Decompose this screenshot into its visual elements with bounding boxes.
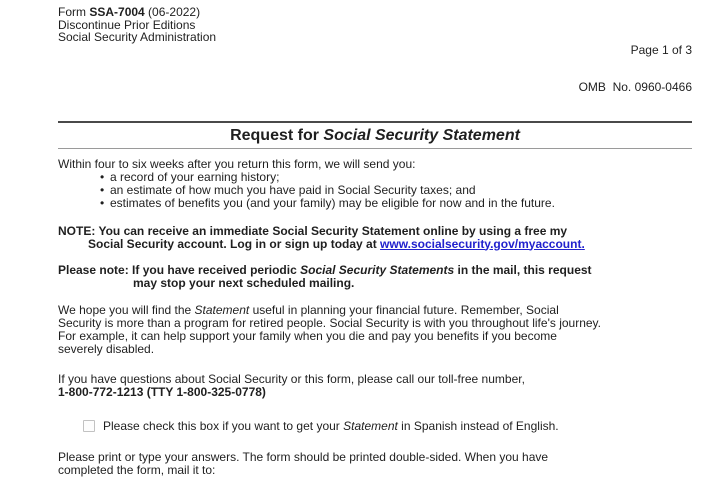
spanish-option-label: Please check this box if you want to get your Statement in Spanish instead of English. [103, 418, 559, 433]
mailing-instructions: Please print or type your answers. The form should be printed double-sided. When you have completed the form, mail it to: [58, 449, 549, 477]
title-rule [58, 148, 692, 149]
questions-paragraph [58, 373, 692, 399]
form-body [58, 158, 692, 477]
myaccount-link[interactable]: www.socialsecurity.gov/myaccount [380, 236, 582, 251]
agency-line: Social Security Administration [58, 30, 217, 44]
questions-line: If you have questions about Social Security or this form, please call our toll-free number, [58, 371, 525, 386]
spanish-statement-checkbox[interactable] [83, 420, 95, 432]
bullet-item-taxes: • an estimate of how much you have paid in Social Security taxes; and [58, 184, 692, 197]
intro-lead: Within four to six weeks after you return this form, we will send you: [58, 156, 416, 171]
intro-paragraph [58, 158, 692, 210]
phone-number: 1-800-772-1213 (TTY 1-800-325-0778) [58, 384, 266, 399]
please-note-label: Please note: [58, 262, 129, 277]
note-paragraph: NOTE: You can receive an immediate Social Security Statement online by using a free my Social Security account. Log in or sign up today at www.socialsecurity.gov/myaccount. [58, 223, 585, 251]
bullet-item-earnings: • a record of your earning history; [58, 171, 692, 184]
link-period: . [581, 236, 585, 251]
form-header-right [579, 6, 692, 119]
form-number-line: Form SSA-7004 (06-2022) [58, 5, 201, 19]
form-number: SSA-7004 [89, 5, 145, 19]
spanish-option-row [58, 420, 692, 433]
omb-number: OMB No. 0960-0466 [578, 80, 692, 94]
form-header [58, 6, 692, 119]
note-label: NOTE: [58, 223, 96, 238]
discontinue-line: Discontinue Prior Editions [58, 17, 196, 32]
form-title-emphasis: Social Security Statement [323, 126, 520, 144]
form-title: Request for Social Security Statement [230, 126, 520, 144]
bullet-item-benefits: • estimates of benefits you (and your family) may be eligible for now and in the future. [58, 197, 692, 210]
please-note-paragraph: Please note: If you have received periodic Social Security Statements in the mail, this request may stop your next scheduled mailing. [58, 262, 592, 290]
page-number: Page 1 of 3 [630, 42, 692, 57]
form-header-left [58, 6, 216, 119]
statement-usefulness-paragraph: We hope you will find the Statement useful in planning your financial future. Remember, Social Security is more than a program for retired people. Social Security is with you throughout life's journey. For example, it can help support your family when you die and pay you benefits if you become severely disabled. [58, 302, 601, 356]
